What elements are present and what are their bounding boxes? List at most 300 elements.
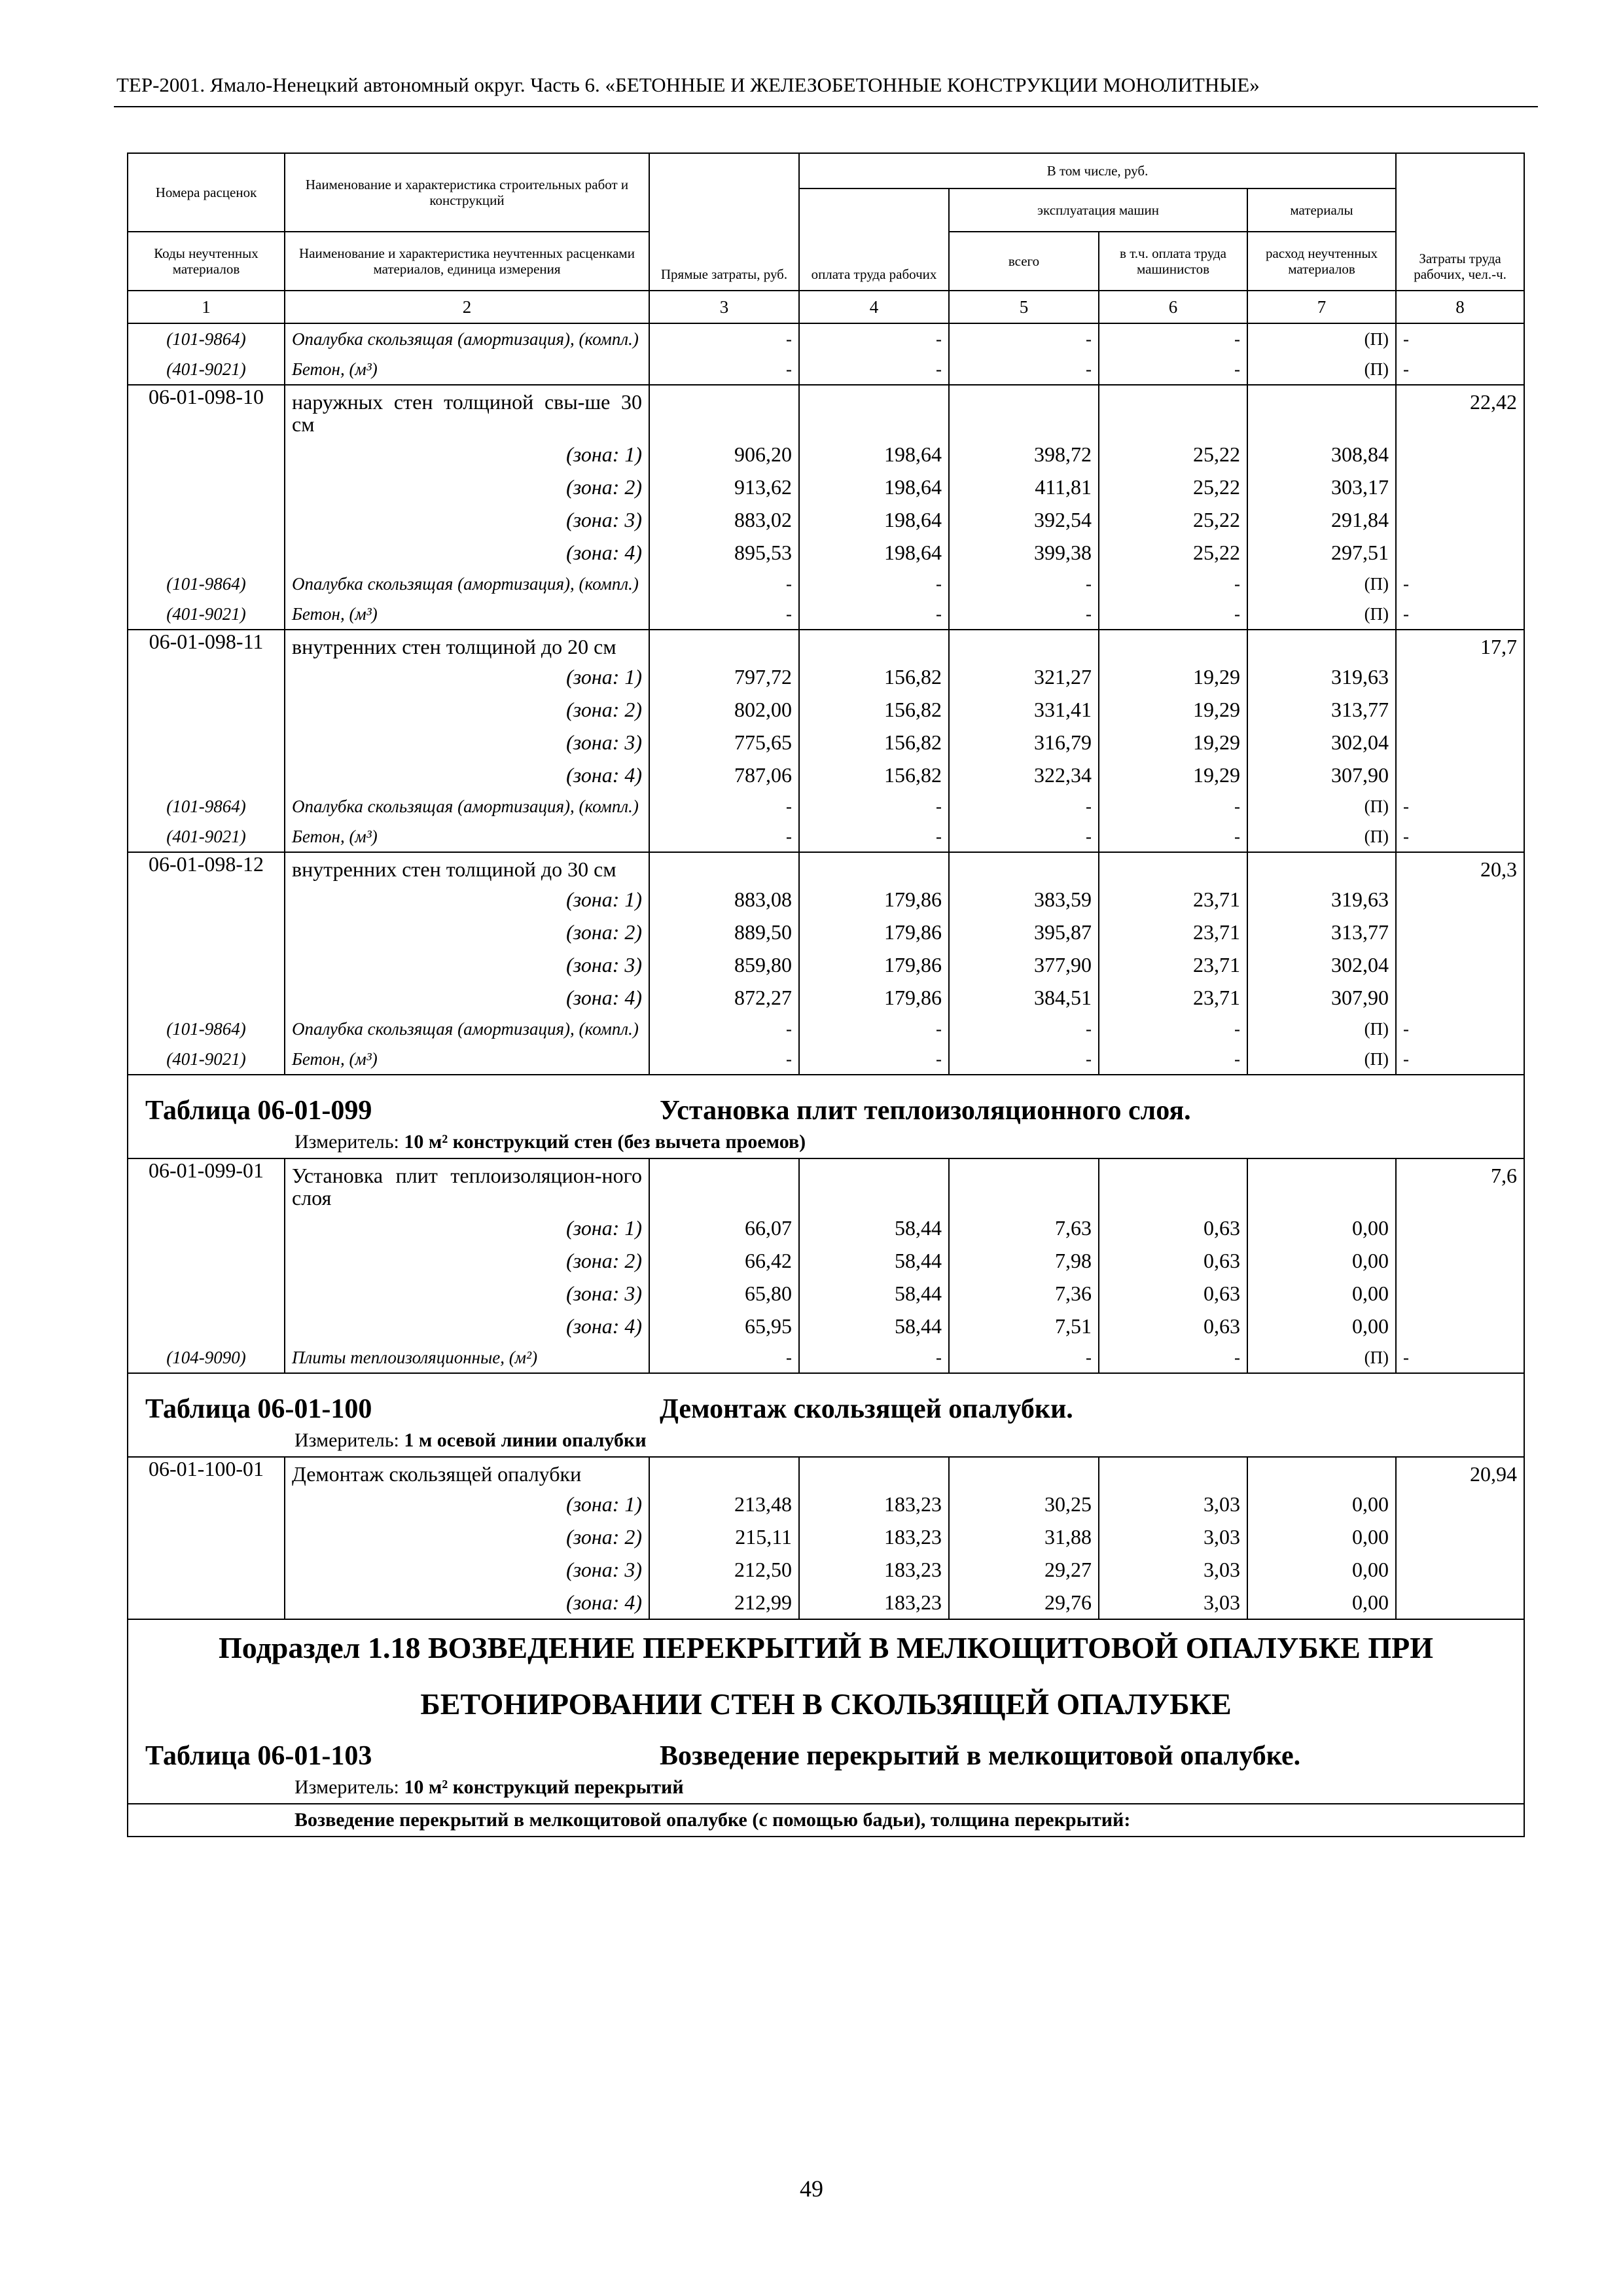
empty-cell xyxy=(1396,1520,1524,1553)
dash-cell: - xyxy=(799,569,949,599)
zone-label: (зона: 3) xyxy=(285,1553,649,1586)
rate-row xyxy=(128,852,1524,883)
dash-cell: - xyxy=(799,1014,949,1044)
zone-label: (зона: 1) xyxy=(285,1488,649,1520)
dash-cell: - xyxy=(649,323,799,354)
workers-pay: 183,23 xyxy=(799,1488,949,1520)
zone-label: (зона: 3) xyxy=(285,1277,649,1310)
empty-cell xyxy=(128,660,285,693)
machinists-pay: 3,03 xyxy=(1099,1586,1247,1619)
empty-cell xyxy=(1396,1277,1524,1310)
zone-row xyxy=(128,536,1524,569)
workers-pay: 156,82 xyxy=(799,759,949,791)
measure-prefix: Измеритель: xyxy=(294,1429,399,1451)
zone-row xyxy=(128,883,1524,916)
machinists-pay: 19,29 xyxy=(1099,693,1247,726)
empty-cell xyxy=(949,630,1099,660)
dash-cell: - xyxy=(1099,1342,1247,1373)
empty-cell xyxy=(128,1586,285,1619)
machines-total: 395,87 xyxy=(949,916,1099,948)
zone-label: (зона: 2) xyxy=(285,916,649,948)
zone-label: (зона: 4) xyxy=(285,536,649,569)
machinists-pay: 25,22 xyxy=(1099,536,1247,569)
empty-cell xyxy=(1396,759,1524,791)
materials-cost: 297,51 xyxy=(1247,536,1396,569)
empty-cell xyxy=(128,916,285,948)
dash-cell: - xyxy=(1396,1342,1524,1373)
dash-cell: - xyxy=(1396,599,1524,630)
table-title-row xyxy=(128,1732,1524,1774)
column-number: 7 xyxy=(1247,291,1396,323)
workers-pay: 198,64 xyxy=(799,471,949,503)
machinists-pay: 25,22 xyxy=(1099,438,1247,471)
workers-pay: 198,64 xyxy=(799,438,949,471)
zone-label: (зона: 4) xyxy=(285,1586,649,1619)
column-number: 4 xyxy=(799,291,949,323)
empty-cell xyxy=(128,981,285,1014)
header-unaccounted-names: Наименование и характеристика неучтенных расценками материалов, единица измерения xyxy=(285,232,649,291)
direct-costs: 802,00 xyxy=(649,693,799,726)
labor-costs: 20,3 xyxy=(1396,852,1524,883)
column-numbers-row xyxy=(128,291,1524,323)
materials-cost: 307,90 xyxy=(1247,759,1396,791)
material-mark: (П) xyxy=(1247,569,1396,599)
rate-code: 06-01-098-11 xyxy=(128,630,285,660)
measure xyxy=(128,1774,1524,1804)
dash-cell: - xyxy=(649,791,799,821)
measure-row xyxy=(128,1774,1524,1804)
rate-name: внутренних стен толщиной до 20 см xyxy=(285,630,649,660)
machines-total: 384,51 xyxy=(949,981,1099,1014)
material-mark: (П) xyxy=(1247,1014,1396,1044)
header-row-1 xyxy=(128,153,1524,188)
zone-row xyxy=(128,916,1524,948)
measure-prefix: Измеритель: xyxy=(294,1776,399,1798)
material-name: Бетон, (м³) xyxy=(285,821,649,852)
empty-cell xyxy=(799,385,949,438)
zone-row xyxy=(128,1277,1524,1310)
empty-cell xyxy=(128,759,285,791)
zone-row xyxy=(128,438,1524,471)
material-name: Опалубка скользящая (амортизация), (компл.) xyxy=(285,1014,649,1044)
dash-cell: - xyxy=(649,354,799,385)
material-name: Бетон, (м³) xyxy=(285,354,649,385)
dash-cell: - xyxy=(1099,791,1247,821)
workers-pay: 179,86 xyxy=(799,981,949,1014)
empty-cell xyxy=(1247,1457,1396,1488)
material-mark: (П) xyxy=(1247,791,1396,821)
material-code: (104-9090) xyxy=(128,1342,285,1373)
zone-label: (зона: 2) xyxy=(285,471,649,503)
column-number: 3 xyxy=(649,291,799,323)
table-name: Демонтаж скользящей опалубки. xyxy=(660,1394,1073,1424)
dash-cell: - xyxy=(1099,821,1247,852)
material-code: (101-9864) xyxy=(128,323,285,354)
empty-cell xyxy=(1099,1457,1247,1488)
dash-cell: - xyxy=(1099,569,1247,599)
machinists-pay: 3,03 xyxy=(1099,1520,1247,1553)
material-row xyxy=(128,821,1524,852)
empty-cell xyxy=(1247,852,1396,883)
machines-total: 31,88 xyxy=(949,1520,1099,1553)
zone-row xyxy=(128,726,1524,759)
machinists-pay: 23,71 xyxy=(1099,883,1247,916)
zone-label: (зона: 4) xyxy=(285,1310,649,1342)
direct-costs: 895,53 xyxy=(649,536,799,569)
dash-cell: - xyxy=(949,791,1099,821)
direct-costs: 212,99 xyxy=(649,1586,799,1619)
direct-costs: 883,02 xyxy=(649,503,799,536)
empty-cell xyxy=(799,1457,949,1488)
workers-pay: 198,64 xyxy=(799,503,949,536)
empty-cell xyxy=(949,1457,1099,1488)
empty-cell xyxy=(1396,536,1524,569)
dash-cell: - xyxy=(1099,1014,1247,1044)
empty-cell xyxy=(128,503,285,536)
material-row xyxy=(128,1014,1524,1044)
subsection-line-1: Подраздел 1.18 ВОЗВЕДЕНИЕ ПЕРЕКРЫТИЙ В МЕЛКОЩИТОВОЙ ОПАЛУБКЕ ПРИ xyxy=(128,1619,1524,1676)
empty-cell xyxy=(1396,726,1524,759)
material-name: Бетон, (м³) xyxy=(285,599,649,630)
empty-cell xyxy=(1396,471,1524,503)
table-label: Таблица 06-01-099 xyxy=(145,1096,372,1126)
material-code: (101-9864) xyxy=(128,569,285,599)
material-mark: (П) xyxy=(1247,599,1396,630)
zone-label: (зона: 4) xyxy=(285,759,649,791)
direct-costs: 213,48 xyxy=(649,1488,799,1520)
column-number: 1 xyxy=(128,291,285,323)
machines-total: 411,81 xyxy=(949,471,1099,503)
dash-cell: - xyxy=(799,791,949,821)
zone-row xyxy=(128,948,1524,981)
material-row xyxy=(128,599,1524,630)
zone-label: (зона: 3) xyxy=(285,503,649,536)
machines-total: 399,38 xyxy=(949,536,1099,569)
machinists-pay: 23,71 xyxy=(1099,916,1247,948)
rate-row xyxy=(128,630,1524,660)
machines-total: 7,98 xyxy=(949,1244,1099,1277)
zone-row xyxy=(128,471,1524,503)
page-header: ТЕР-2001. Ямало-Ненецкий автономный округ. Часть 6. «БЕТОННЫЕ И ЖЕЛЕЗОБЕТОННЫЕ КОНСТРУКЦИИ МОНОЛИТНЫЕ» xyxy=(116,73,1260,96)
workers-pay: 183,23 xyxy=(799,1553,949,1586)
zone-label: (зона: 2) xyxy=(285,1244,649,1277)
empty-cell xyxy=(1396,1244,1524,1277)
dash-cell: - xyxy=(1396,791,1524,821)
header-materials-consumption: расход неучтенных материалов xyxy=(1247,232,1396,291)
materials-cost: 0,00 xyxy=(1247,1520,1396,1553)
direct-costs: 787,06 xyxy=(649,759,799,791)
empty-cell xyxy=(1396,1553,1524,1586)
material-code: (401-9021) xyxy=(128,1044,285,1075)
empty-cell xyxy=(1099,385,1247,438)
machines-total: 316,79 xyxy=(949,726,1099,759)
workers-pay: 58,44 xyxy=(799,1244,949,1277)
empty-cell xyxy=(128,1310,285,1342)
page-number: 49 xyxy=(800,2176,823,2202)
dash-cell: - xyxy=(799,821,949,852)
material-name: Опалубка скользящая (амортизация), (компл.) xyxy=(285,791,649,821)
zone-row xyxy=(128,1586,1524,1619)
material-row xyxy=(128,1342,1524,1373)
dash-cell: - xyxy=(649,1014,799,1044)
material-row xyxy=(128,323,1524,354)
zone-label: (зона: 1) xyxy=(285,438,649,471)
workers-pay: 58,44 xyxy=(799,1310,949,1342)
material-row xyxy=(128,569,1524,599)
dash-cell: - xyxy=(649,569,799,599)
workers-pay: 179,86 xyxy=(799,948,949,981)
dash-cell: - xyxy=(949,1014,1099,1044)
header-labor-costs: Затраты труда рабочих, чел.-ч. xyxy=(1396,153,1524,291)
empty-cell xyxy=(1396,660,1524,693)
materials-cost: 308,84 xyxy=(1247,438,1396,471)
workers-pay: 58,44 xyxy=(799,1277,949,1310)
column-number: 6 xyxy=(1099,291,1247,323)
dash-cell: - xyxy=(1396,354,1524,385)
dash-cell: - xyxy=(1099,1044,1247,1075)
materials-cost: 313,77 xyxy=(1247,693,1396,726)
dash-cell: - xyxy=(1099,599,1247,630)
measure xyxy=(128,1129,1524,1158)
material-code: (401-9021) xyxy=(128,354,285,385)
machines-total: 7,51 xyxy=(949,1310,1099,1342)
materials-cost: 302,04 xyxy=(1247,948,1396,981)
empty-cell xyxy=(1247,385,1396,438)
table-subheading: Возведение перекрытий в мелкощитовой опалубке (с помощью бадьи), толщина перекрытий: xyxy=(128,1804,1524,1837)
measure-value: 10 м² конструкций стен (без вычета проемов) xyxy=(404,1131,806,1153)
dash-cell: - xyxy=(949,323,1099,354)
workers-pay: 58,44 xyxy=(799,1211,949,1244)
empty-cell xyxy=(128,1211,285,1244)
empty-cell xyxy=(128,1277,285,1310)
subsection-line-2: БЕТОНИРОВАНИИ СТЕН В СКОЛЬЗЯЩЕЙ ОПАЛУБКЕ xyxy=(128,1676,1524,1732)
zone-row xyxy=(128,1553,1524,1586)
material-name: Бетон, (м³) xyxy=(285,1044,649,1075)
machines-total: 383,59 xyxy=(949,883,1099,916)
machinists-pay: 19,29 xyxy=(1099,726,1247,759)
rate-row xyxy=(128,1158,1524,1211)
empty-cell xyxy=(799,1158,949,1211)
machinists-pay: 0,63 xyxy=(1099,1310,1247,1342)
zone-label: (зона: 3) xyxy=(285,726,649,759)
empty-cell xyxy=(799,630,949,660)
empty-cell xyxy=(949,1158,1099,1211)
materials-cost: 302,04 xyxy=(1247,726,1396,759)
empty-cell xyxy=(649,1158,799,1211)
dash-cell: - xyxy=(949,1044,1099,1075)
materials-cost: 303,17 xyxy=(1247,471,1396,503)
machinists-pay: 3,03 xyxy=(1099,1553,1247,1586)
table-title-row xyxy=(128,1075,1524,1129)
materials-cost: 0,00 xyxy=(1247,1244,1396,1277)
materials-cost: 319,63 xyxy=(1247,660,1396,693)
direct-costs: 797,72 xyxy=(649,660,799,693)
empty-cell xyxy=(1099,630,1247,660)
empty-cell xyxy=(649,852,799,883)
table-title xyxy=(128,1075,1524,1129)
dash-cell: - xyxy=(949,599,1099,630)
table-label: Таблица 06-01-103 xyxy=(145,1741,372,1771)
empty-cell xyxy=(649,385,799,438)
rate-name: наружных стен толщиной свы-ше 30 см xyxy=(285,385,649,438)
empty-cell xyxy=(1247,1158,1396,1211)
machinists-pay: 19,29 xyxy=(1099,759,1247,791)
empty-cell xyxy=(1396,1211,1524,1244)
dash-cell: - xyxy=(649,599,799,630)
direct-costs: 913,62 xyxy=(649,471,799,503)
machines-total: 321,27 xyxy=(949,660,1099,693)
labor-costs: 20,94 xyxy=(1396,1457,1524,1488)
material-mark: (П) xyxy=(1247,821,1396,852)
material-code: (401-9021) xyxy=(128,599,285,630)
empty-cell xyxy=(128,438,285,471)
empty-cell xyxy=(1396,916,1524,948)
material-mark: (П) xyxy=(1247,1044,1396,1075)
workers-pay: 179,86 xyxy=(799,916,949,948)
empty-cell xyxy=(128,693,285,726)
table-title xyxy=(128,1732,1524,1774)
machinists-pay: 25,22 xyxy=(1099,503,1247,536)
column-number: 8 xyxy=(1396,291,1524,323)
empty-cell xyxy=(799,852,949,883)
dash-cell: - xyxy=(1396,821,1524,852)
machines-total: 398,72 xyxy=(949,438,1099,471)
machines-total: 331,41 xyxy=(949,693,1099,726)
material-row xyxy=(128,354,1524,385)
materials-cost: 0,00 xyxy=(1247,1211,1396,1244)
direct-costs: 775,65 xyxy=(649,726,799,759)
subheading-row xyxy=(128,1804,1524,1837)
zone-row xyxy=(128,660,1524,693)
direct-costs: 872,27 xyxy=(649,981,799,1014)
machines-total: 30,25 xyxy=(949,1488,1099,1520)
empty-cell xyxy=(1396,1586,1524,1619)
material-name: Опалубка скользящая (амортизация), (компл.) xyxy=(285,569,649,599)
direct-costs: 65,80 xyxy=(649,1277,799,1310)
header-total: всего xyxy=(949,232,1099,291)
material-code: (101-9864) xyxy=(128,791,285,821)
zone-label: (зона: 1) xyxy=(285,1211,649,1244)
table-title-row xyxy=(128,1373,1524,1427)
empty-cell xyxy=(1396,1488,1524,1520)
dash-cell: - xyxy=(649,821,799,852)
header-direct-costs: Прямые затраты, руб. xyxy=(649,153,799,291)
dash-cell: - xyxy=(799,1044,949,1075)
empty-cell xyxy=(128,1553,285,1586)
header-materials: материалы xyxy=(1247,188,1396,232)
empty-cell xyxy=(128,948,285,981)
machinists-pay: 0,63 xyxy=(1099,1277,1247,1310)
empty-cell xyxy=(1396,883,1524,916)
empty-cell xyxy=(949,385,1099,438)
materials-cost: 319,63 xyxy=(1247,883,1396,916)
direct-costs: 215,11 xyxy=(649,1520,799,1553)
rate-code: 06-01-099-01 xyxy=(128,1158,285,1211)
machinists-pay: 25,22 xyxy=(1099,471,1247,503)
rate-row xyxy=(128,1457,1524,1488)
machines-total: 29,27 xyxy=(949,1553,1099,1586)
zone-row xyxy=(128,1310,1524,1342)
workers-pay: 156,82 xyxy=(799,726,949,759)
direct-costs: 212,50 xyxy=(649,1553,799,1586)
dash-cell: - xyxy=(949,354,1099,385)
rate-name: внутренних стен толщиной до 30 см xyxy=(285,852,649,883)
direct-costs: 883,08 xyxy=(649,883,799,916)
machinists-pay: 0,63 xyxy=(1099,1211,1247,1244)
empty-cell xyxy=(1396,693,1524,726)
dash-cell: - xyxy=(649,1342,799,1373)
zone-label: (зона: 1) xyxy=(285,660,649,693)
direct-costs: 859,80 xyxy=(649,948,799,981)
machines-total: 377,90 xyxy=(949,948,1099,981)
machinists-pay: 0,63 xyxy=(1099,1244,1247,1277)
subsection-row xyxy=(128,1619,1524,1676)
empty-cell xyxy=(128,1488,285,1520)
dash-cell: - xyxy=(799,599,949,630)
machines-total: 322,34 xyxy=(949,759,1099,791)
direct-costs: 889,50 xyxy=(649,916,799,948)
material-name: Плиты теплоизоляционные, (м²) xyxy=(285,1342,649,1373)
direct-costs: 66,07 xyxy=(649,1211,799,1244)
rate-name: Демонтаж скользящей опалубки xyxy=(285,1457,649,1488)
materials-cost: 0,00 xyxy=(1247,1488,1396,1520)
workers-pay: 156,82 xyxy=(799,660,949,693)
materials-cost: 0,00 xyxy=(1247,1310,1396,1342)
direct-costs: 906,20 xyxy=(649,438,799,471)
empty-cell xyxy=(1396,1310,1524,1342)
labor-costs: 7,6 xyxy=(1396,1158,1524,1211)
dash-cell: - xyxy=(1396,1014,1524,1044)
empty-cell xyxy=(1099,852,1247,883)
zone-row xyxy=(128,693,1524,726)
zone-row xyxy=(128,981,1524,1014)
zone-label: (зона: 4) xyxy=(285,981,649,1014)
machinists-pay: 23,71 xyxy=(1099,981,1247,1014)
header-incl-machinists: в т.ч. оплата труда машинистов xyxy=(1099,232,1247,291)
empty-cell xyxy=(128,726,285,759)
dash-cell: - xyxy=(949,1342,1099,1373)
dash-cell: - xyxy=(1099,354,1247,385)
measure-row xyxy=(128,1129,1524,1158)
dash-cell: - xyxy=(1396,323,1524,354)
direct-costs: 65,95 xyxy=(649,1310,799,1342)
workers-pay: 179,86 xyxy=(799,883,949,916)
material-row xyxy=(128,791,1524,821)
zone-label: (зона: 1) xyxy=(285,883,649,916)
header-unaccounted-codes: Коды неучтенных материалов xyxy=(128,232,285,291)
workers-pay: 156,82 xyxy=(799,693,949,726)
empty-cell xyxy=(649,630,799,660)
material-mark: (П) xyxy=(1247,354,1396,385)
table-label: Таблица 06-01-100 xyxy=(145,1394,372,1424)
zone-row xyxy=(128,1211,1524,1244)
empty-cell xyxy=(128,1244,285,1277)
materials-cost: 313,77 xyxy=(1247,916,1396,948)
dash-cell: - xyxy=(799,1342,949,1373)
material-mark: (П) xyxy=(1247,1342,1396,1373)
zone-row xyxy=(128,1244,1524,1277)
measure-value: 10 м² конструкций перекрытий xyxy=(404,1776,684,1798)
zone-label: (зона: 3) xyxy=(285,948,649,981)
empty-cell xyxy=(1396,503,1524,536)
measure-value: 1 м осевой линии опалубки xyxy=(404,1429,647,1451)
material-code: (101-9864) xyxy=(128,1014,285,1044)
rate-code: 06-01-098-12 xyxy=(128,852,285,883)
machinists-pay: 3,03 xyxy=(1099,1488,1247,1520)
column-number: 5 xyxy=(949,291,1099,323)
machines-total: 7,63 xyxy=(949,1211,1099,1244)
zone-label: (зона: 2) xyxy=(285,1520,649,1553)
